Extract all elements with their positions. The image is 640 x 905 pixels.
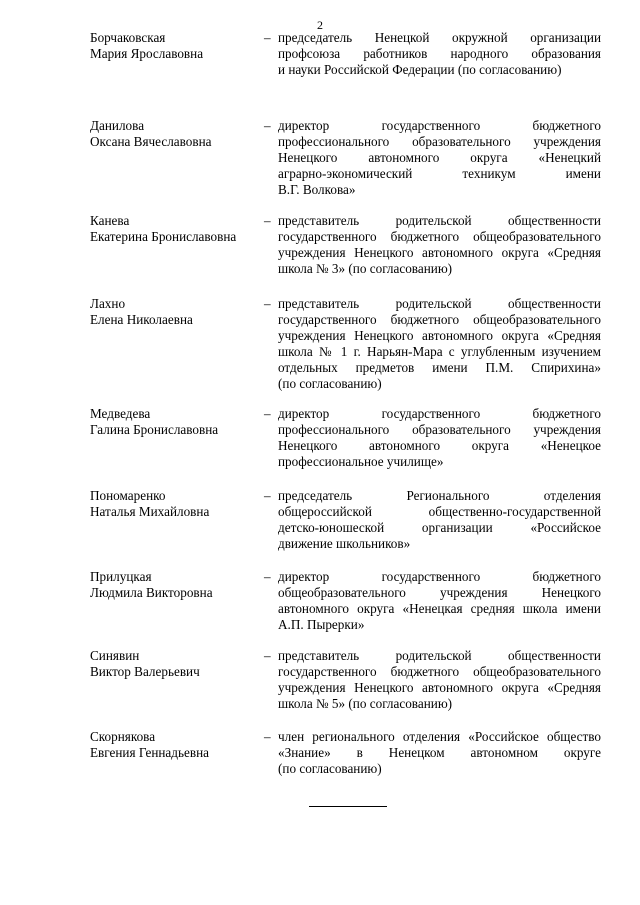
position-line: государственного бюджетного общеобразовательного (278, 229, 601, 244)
position-line: председатель Регионального отделения (278, 488, 601, 503)
dash-separator: – (264, 406, 271, 421)
position-line: аграрно-экономический техникум имени (278, 166, 601, 181)
member-surname: Синявин (90, 648, 140, 663)
position-line: государственного бюджетного общеобразовательного (278, 664, 601, 679)
position-line: директор государственного бюджетного (278, 569, 601, 584)
member-surname: Скорнякова (90, 729, 156, 744)
position-line: представитель родительской общественности (278, 213, 601, 228)
dash-separator: – (264, 296, 271, 311)
member-name (90, 488, 255, 520)
page-number: 2 (317, 18, 323, 32)
position-line: представитель родительской общественности (278, 296, 601, 311)
member-name (90, 296, 255, 328)
position-line: автономного округа «Ненецкая средняя школа имени (278, 601, 601, 616)
position-line: директор государственного бюджетного (278, 406, 601, 421)
member-given-name: Галина Брониславовна (90, 422, 219, 437)
position-line: и науки Российской Федерации (по согласованию) (278, 62, 562, 77)
member-name (90, 729, 255, 761)
position-line: учреждения Ненецкого автономного округа «Средняя (278, 680, 601, 695)
member-given-name: Наталья Михайловна (90, 504, 210, 519)
member-name (90, 118, 255, 150)
member-position (278, 118, 601, 198)
position-line: В.Г. Волкова» (278, 182, 356, 197)
position-line: общероссийской общественно-государственной (278, 504, 601, 519)
position-line: профессионального образовательного учреждения (278, 134, 601, 149)
dash-separator: – (264, 648, 271, 663)
member-name (90, 30, 255, 62)
dash-separator: – (264, 569, 271, 584)
dash-separator: – (264, 118, 271, 133)
position-line: отдельных предметов имени П.М. Спирихина» (278, 360, 601, 375)
dash-separator: – (264, 488, 271, 503)
position-line: школа № 3» (по согласованию) (278, 261, 453, 276)
dash-separator: – (264, 213, 271, 228)
member-position (278, 648, 601, 712)
position-line: представитель родительской общественности (278, 648, 601, 663)
dash-separator: – (264, 729, 271, 744)
position-line: профсоюза работников народного образования (278, 46, 601, 61)
member-position (278, 406, 601, 470)
member-given-name: Оксана Вячеславовна (90, 134, 212, 149)
closing-rule (309, 806, 387, 807)
member-surname: Пономаренко (90, 488, 166, 503)
position-line: Ненецкого автономного округа «Ненецкое (278, 438, 601, 453)
position-line: школа № 1 г. Нарьян-Мара с углубленным изучением (278, 344, 601, 359)
position-line: движение школьников» (278, 536, 411, 551)
member-given-name: Екатерина Брониславовна (90, 229, 237, 244)
member-given-name: Мария Ярославовна (90, 46, 204, 61)
dash-separator: – (264, 30, 271, 45)
member-given-name: Елена Николаевна (90, 312, 193, 327)
member-position (278, 488, 601, 552)
position-line: общеобразовательного учреждения Ненецкого (278, 585, 601, 600)
position-line: (по согласованию) (278, 761, 382, 776)
position-line: директор государственного бюджетного (278, 118, 601, 133)
position-line: Ненецкого автономного округа «Ненецкий (278, 150, 601, 165)
member-surname: Лахно (90, 296, 126, 311)
member-name (90, 213, 255, 245)
member-position (278, 569, 601, 633)
member-surname: Прилуцкая (90, 569, 152, 584)
member-position (278, 296, 601, 392)
member-surname: Канева (90, 213, 130, 228)
position-line: «Знание» в Ненецком автономном округе (278, 745, 601, 760)
position-line: профессиональное училище» (278, 454, 444, 469)
position-line: (по согласованию) (278, 376, 382, 391)
member-name (90, 569, 255, 601)
member-surname: Медведева (90, 406, 151, 421)
member-given-name: Евгения Геннадьевна (90, 745, 210, 760)
position-line: учреждения Ненецкого автономного округа «Средняя (278, 245, 601, 260)
member-surname: Данилова (90, 118, 145, 133)
position-line: учреждения Ненецкого автономного округа «Средняя (278, 328, 601, 343)
member-surname: Борчаковская (90, 30, 166, 45)
member-given-name: Людмила Викторовна (90, 585, 213, 600)
member-position (278, 729, 601, 777)
position-line: школа № 5» (по согласованию) (278, 696, 453, 711)
position-line: член регионального отделения «Российское общество (278, 729, 601, 744)
member-position (278, 213, 601, 277)
member-position (278, 30, 601, 78)
position-line: профессионального образовательного учреждения (278, 422, 601, 437)
member-name (90, 406, 255, 438)
member-given-name: Виктор Валерьевич (90, 664, 200, 679)
member-name (90, 648, 255, 680)
position-line: А.П. Пырерки» (278, 617, 365, 632)
position-line: детско-юношеской организации «Российское (278, 520, 601, 535)
position-line: председатель Ненецкой окружной организации (278, 30, 601, 45)
position-line: государственного бюджетного общеобразовательного (278, 312, 601, 327)
